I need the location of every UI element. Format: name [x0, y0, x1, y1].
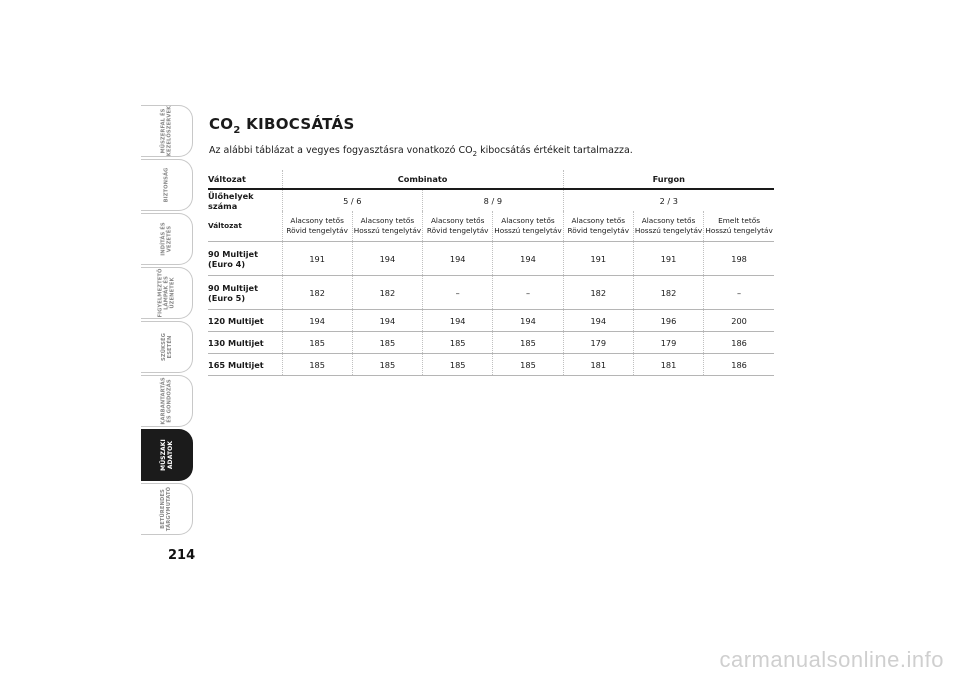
header-furgon: Furgon [563, 170, 774, 189]
page-number: 214 [168, 548, 196, 563]
tab-warning-lights[interactable]: FIGYELMEZTETŐ LÁMPÁK ÉS ÜZENETEK [141, 267, 193, 319]
co2-emissions-table [208, 170, 774, 376]
intro-text: Az alábbi táblázat a vegyes fogyasztásra vonatkozó $CO_2$ kibocsátás értékeit tartalmazza. [209, 145, 633, 158]
table-version-row: Változat Alacsony tetős Rövid tengelytáv Alacsony tetős Hosszú tengelytáv Alacsony tetős Rövid tengelytáv Alacsony tetős Hosszú tengelytáv Alacsony tetős Rövid tengelytáv Alacsony tetős Hosszú tengelytáv Emelt tetős Hosszú tengelytáv [208, 211, 774, 242]
tab-safety[interactable]: BIZTONSÁG [141, 159, 193, 211]
table-row: 130 Multijet 185 185 185 185 179 179 186 [208, 332, 774, 354]
tab-index[interactable]: BETŰRENDES TÁRGYMUTATÓ [141, 483, 193, 535]
table-row: 165 Multijet 185 185 185 185 181 181 186 [208, 354, 774, 376]
tab-maintenance[interactable]: KARBANTARTÁS ÉS GONDOZÁS [141, 375, 193, 427]
table-row: 120 Multijet 194 194 194 194 194 196 200 [208, 310, 774, 332]
table-seats-row: Ülőhelyek száma 5 / 6 8 / 9 2 / 3 [208, 189, 774, 211]
watermark: carmanualsonline.info [719, 647, 944, 672]
tab-technical-data[interactable]: MŰSZAKI ADATOK [141, 429, 193, 481]
tab-emergency[interactable]: SZÜKSÉG ESETÉN [141, 321, 193, 373]
table-row: 90 Multijet (Euro 5) 182 182 – – 182 182 – [208, 276, 774, 310]
side-tab-navigation [141, 105, 193, 537]
table-row: 90 Multijet (Euro 4) 191 194 194 194 191 191 198 [208, 242, 774, 276]
header-combinato: Combinato [282, 170, 563, 189]
tab-instrument-panel[interactable]: MŰSZERFAL ÉS KEZELŐSZERVEK [141, 105, 193, 157]
tab-starting-driving[interactable]: INDÍTÁS ÉS VEZETÉS [141, 213, 193, 265]
table-header-row: Változat Combinato Furgon [208, 170, 774, 189]
page-title: $CO_2$ KIBOCSÁTÁS [209, 115, 355, 136]
